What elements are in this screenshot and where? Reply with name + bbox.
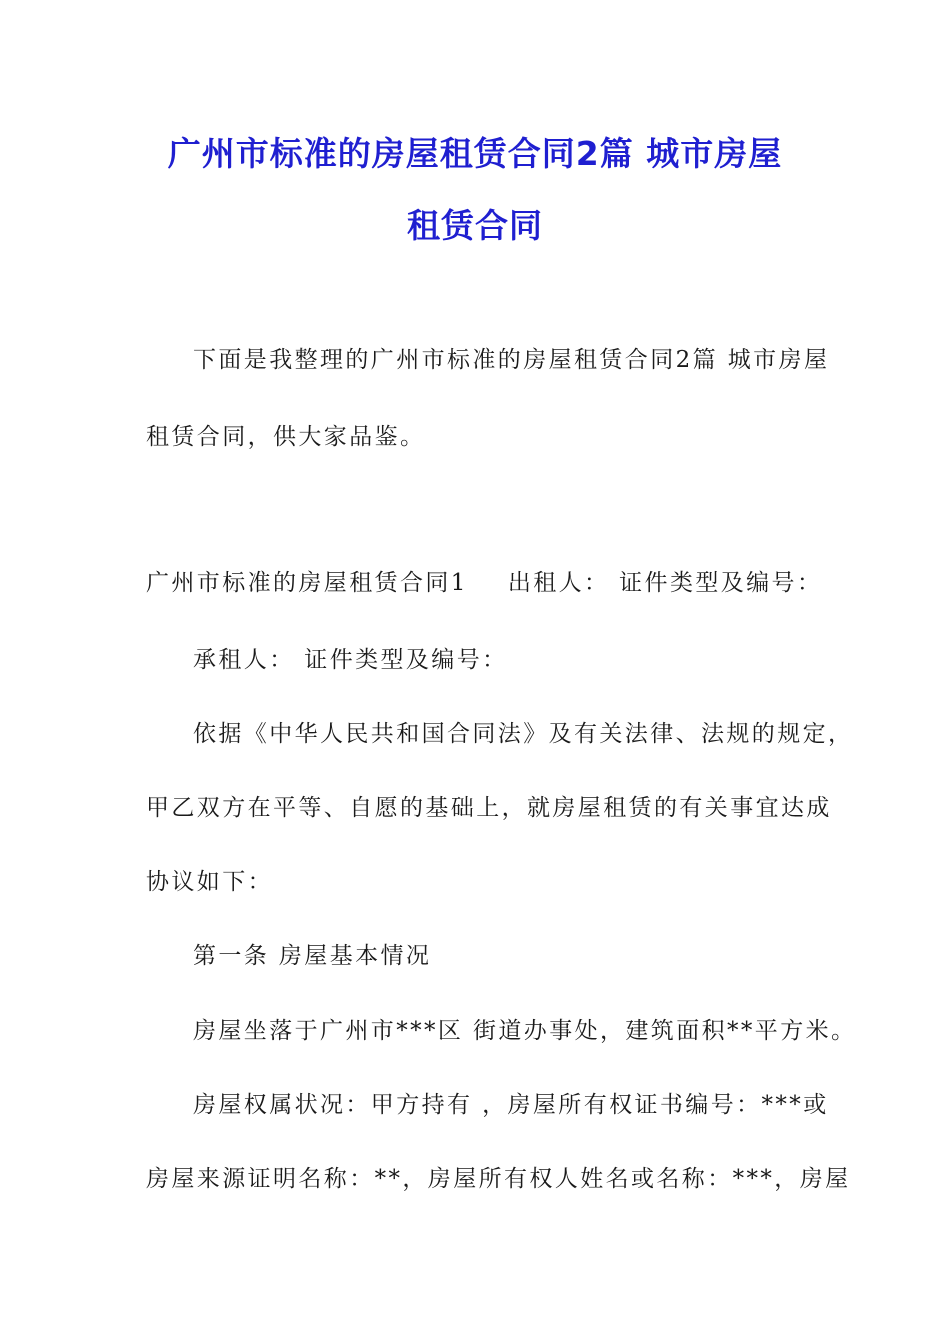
lessor-label: 出租人： 证件类型及编号： — [507, 570, 823, 596]
ownership-paragraph-line-1: 房屋权属状况：甲方持有 ，房屋所有权证书编号：***或 — [193, 1092, 829, 1118]
ownership-paragraph-line-2: 房屋来源证明名称：**，房屋所有权人姓名或名称：***，房屋 — [146, 1166, 851, 1192]
intro-paragraph-line-1: 下面是我整理的广州市标准的房屋租赁合同2篇 城市房屋 — [193, 347, 830, 373]
basis-paragraph-line-1: 依据《中华人民共和国合同法》及有关法律、法规的规定， — [193, 721, 854, 747]
section-1-heading-line — [146, 568, 822, 598]
intro-paragraph-line-2: 租赁合同，供大家品鉴。 — [146, 424, 426, 450]
document-title-line-2: 租赁合同 — [407, 206, 543, 245]
article-1-heading: 第一条 房屋基本情况 — [193, 943, 432, 969]
document-title-line-1: 广州市标准的房屋租赁合同2篇 城市房屋 — [167, 134, 783, 173]
basis-paragraph-line-3: 协议如下： — [146, 869, 273, 895]
lessee-label: 承租人： 证件类型及编号： — [193, 647, 508, 673]
location-paragraph: 房屋坐落于广州市***区 街道办事处，建筑面积**平方米。 — [193, 1018, 857, 1044]
basis-paragraph-line-2: 甲乙双方在平等、自愿的基础上，就房屋租赁的有关事宜达成 — [146, 795, 832, 821]
section-1-heading: 广州市标准的房屋租赁合同1 — [146, 570, 468, 596]
